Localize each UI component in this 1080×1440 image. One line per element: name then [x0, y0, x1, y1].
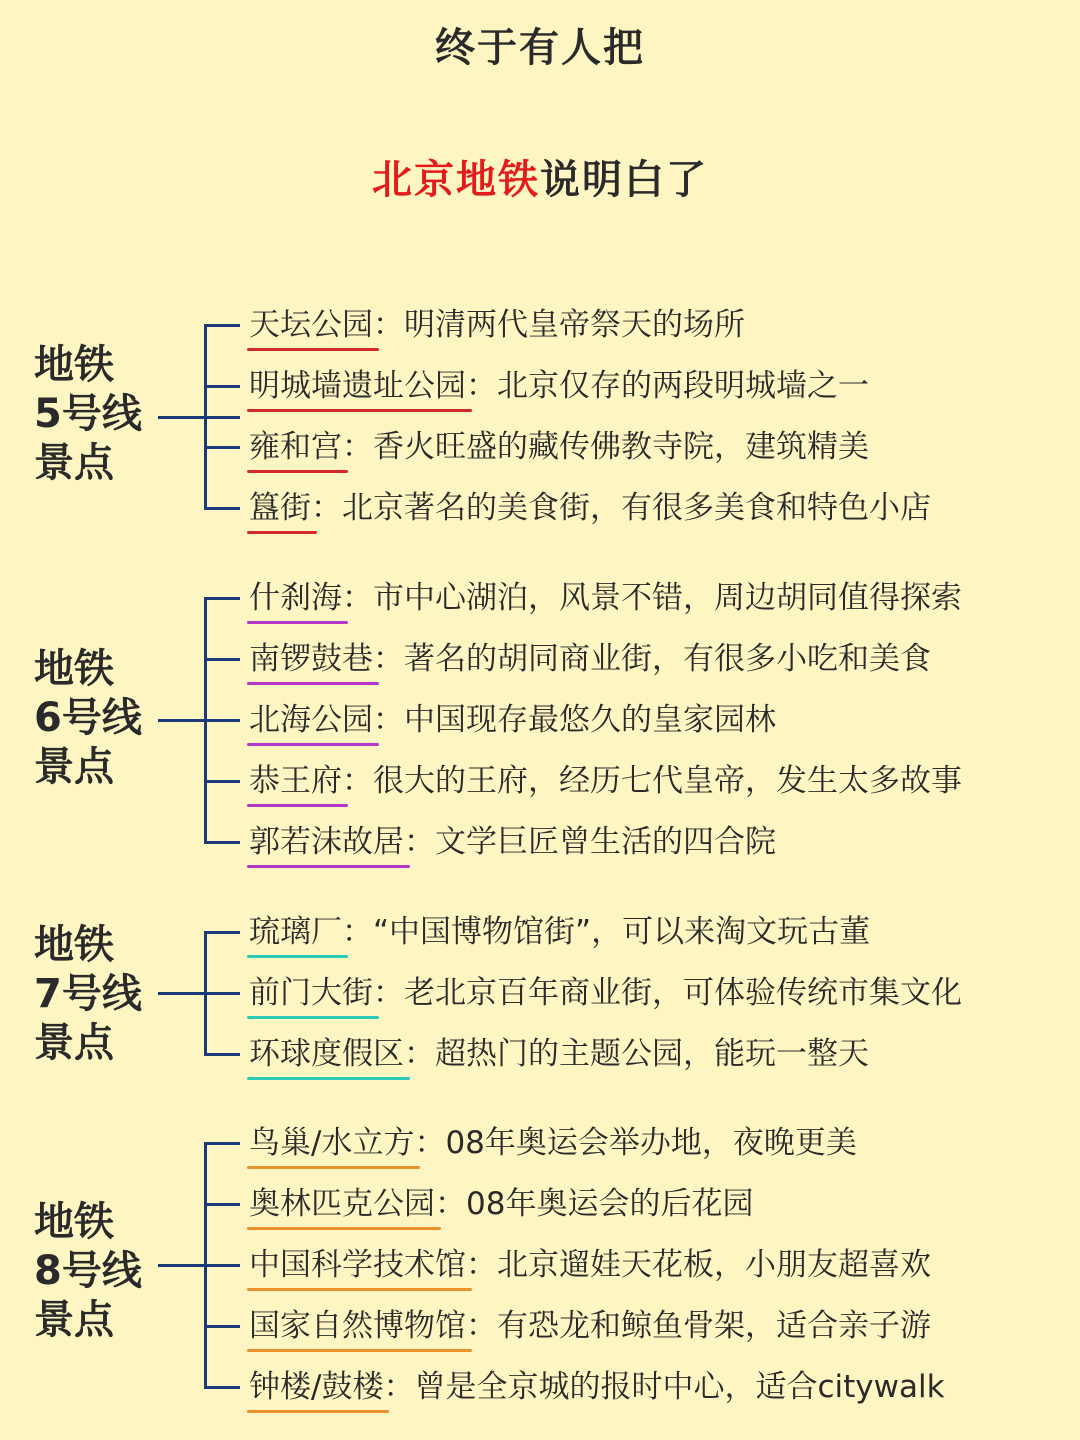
- attraction-separator: ：: [342, 763, 373, 799]
- line-label-row: 地铁: [34, 1199, 114, 1245]
- attraction-name: 明城墙遗址公园: [249, 366, 466, 408]
- attraction-name: 雍和宫: [249, 427, 342, 469]
- attraction-description: 有恐龙和鲸鱼骨架，适合亲子游: [497, 1308, 931, 1344]
- attraction-item: [249, 488, 931, 530]
- attraction-item: [249, 578, 962, 620]
- attraction-separator: ：: [466, 368, 497, 404]
- attraction-item: [249, 1245, 931, 1287]
- line-label-row: 8号线: [34, 1248, 142, 1294]
- attraction-name: 北海公园: [249, 700, 373, 742]
- attraction-separator: ：: [373, 975, 404, 1011]
- attraction-name: 恭王府: [249, 761, 342, 803]
- bracket-tick: [204, 992, 240, 995]
- attraction-item: [249, 973, 962, 1015]
- attraction-item: [249, 822, 776, 864]
- attraction-name: 中国科学技术馆: [249, 1245, 466, 1287]
- attraction-separator: ：: [383, 1369, 415, 1405]
- bracket-tick: [204, 1325, 240, 1328]
- attraction-name: 国家自然博物馆: [249, 1306, 466, 1348]
- line-label-row: 6号线: [34, 695, 142, 741]
- line-label-row: 景点: [34, 1020, 114, 1066]
- attraction-item: [249, 761, 962, 803]
- attraction-name: 鸟巢/水立方: [249, 1123, 414, 1165]
- attraction-item: [249, 1184, 753, 1226]
- attraction-name: 簋街: [249, 488, 311, 530]
- attraction-item: [249, 700, 776, 742]
- attraction-description: 中国现存最悠久的皇家园林: [404, 702, 776, 738]
- line-label-row: 地铁: [34, 922, 114, 968]
- attraction-separator: ：: [342, 429, 373, 465]
- attraction-name: 什刹海: [249, 578, 342, 620]
- bracket-tick: [204, 385, 240, 388]
- attraction-description: 文学巨匠曾生活的四合院: [435, 824, 776, 860]
- title-highlight: 北京地铁: [372, 157, 540, 203]
- attraction-separator: ：: [435, 1186, 466, 1222]
- attraction-separator: ：: [414, 1125, 446, 1161]
- attraction-description: 曾是全京城的报时中心，适合citywalk: [414, 1369, 945, 1405]
- attraction-name: 郭若沫故居: [249, 822, 404, 864]
- attraction-description: 超热门的主题公园，能玩一整天: [435, 1036, 869, 1072]
- attraction-item: [249, 366, 869, 408]
- bracket: [204, 324, 240, 510]
- attraction-separator: ：: [404, 824, 435, 860]
- attraction-separator: ：: [466, 1308, 497, 1344]
- bracket-tick: [204, 1264, 240, 1267]
- attraction-item: [249, 912, 870, 954]
- attraction-item: [249, 427, 869, 469]
- attraction-separator: ：: [342, 580, 373, 616]
- attraction-name: 天坛公园: [249, 305, 373, 347]
- line-label-row: 7号线: [34, 971, 142, 1017]
- attraction-item: [249, 1034, 869, 1076]
- line-label: [34, 1198, 142, 1345]
- bracket-tick: [204, 719, 240, 722]
- line-label-row: 5号线: [34, 391, 142, 437]
- title-line-2: [0, 157, 1080, 203]
- attraction-description: 著名的胡同商业街，有很多小吃和美食: [404, 641, 931, 677]
- line-label: [34, 645, 142, 792]
- attraction-item: [249, 1367, 945, 1409]
- bracket-tick: [204, 780, 240, 783]
- attraction-item: [249, 639, 931, 681]
- attraction-description: 明清两代皇帝祭天的场所: [404, 307, 745, 343]
- attraction-description: 香火旺盛的藏传佛教寺院，建筑精美: [373, 429, 869, 465]
- title-line-1: 终于有人把: [435, 25, 645, 71]
- line-label-row: 景点: [34, 744, 114, 790]
- line-label: [34, 921, 142, 1068]
- attraction-description: 北京遛娃天花板，小朋友超喜欢: [497, 1247, 931, 1283]
- bracket-tick: [204, 1203, 240, 1206]
- line-label: [34, 341, 142, 488]
- attraction-description: “中国博物馆街”，可以来淘文玩古董: [373, 914, 871, 950]
- bracket-tick: [204, 658, 240, 661]
- attraction-name: 钟楼/鼓楼: [249, 1367, 383, 1409]
- attraction-separator: ：: [373, 641, 404, 677]
- attraction-name: 南锣鼓巷: [249, 639, 373, 681]
- attraction-separator: ：: [404, 1036, 435, 1072]
- line-label-row: 地铁: [34, 646, 114, 692]
- line-label-row: 景点: [34, 1297, 114, 1343]
- attraction-separator: ：: [311, 490, 342, 526]
- line-label-row: 地铁: [34, 342, 114, 388]
- attraction-item: [249, 305, 745, 347]
- attraction-description: 老北京百年商业街，可体验传统市集文化: [404, 975, 962, 1011]
- attraction-separator: ：: [373, 307, 404, 343]
- attraction-name: 前门大街: [249, 973, 373, 1015]
- attraction-name: 环球度假区: [249, 1034, 404, 1076]
- attraction-item: [249, 1123, 857, 1165]
- attraction-description: 08年奥运会的后花园: [466, 1186, 754, 1222]
- attraction-separator: ：: [342, 914, 373, 950]
- bracket-tick: [204, 446, 240, 449]
- attraction-item: [249, 1306, 931, 1348]
- attraction-description: 08年奥运会举办地，夜晚更美: [445, 1125, 857, 1161]
- attraction-description: 北京仅存的两段明城墙之一: [497, 368, 869, 404]
- attraction-description: 很大的王府，经历七代皇帝，发生太多故事: [373, 763, 962, 799]
- attraction-name: 奥林匹克公园: [249, 1184, 435, 1226]
- title-rest: 说明白了: [540, 157, 708, 203]
- attraction-description: 市中心湖泊，风景不错，周边胡同值得探索: [373, 580, 962, 616]
- line-label-row: 景点: [34, 440, 114, 486]
- attraction-name: 琉璃厂: [249, 912, 342, 954]
- attraction-separator: ：: [466, 1247, 497, 1283]
- attraction-description: 北京著名的美食街，有很多美食和特色小店: [342, 490, 931, 526]
- attraction-separator: ：: [373, 702, 404, 738]
